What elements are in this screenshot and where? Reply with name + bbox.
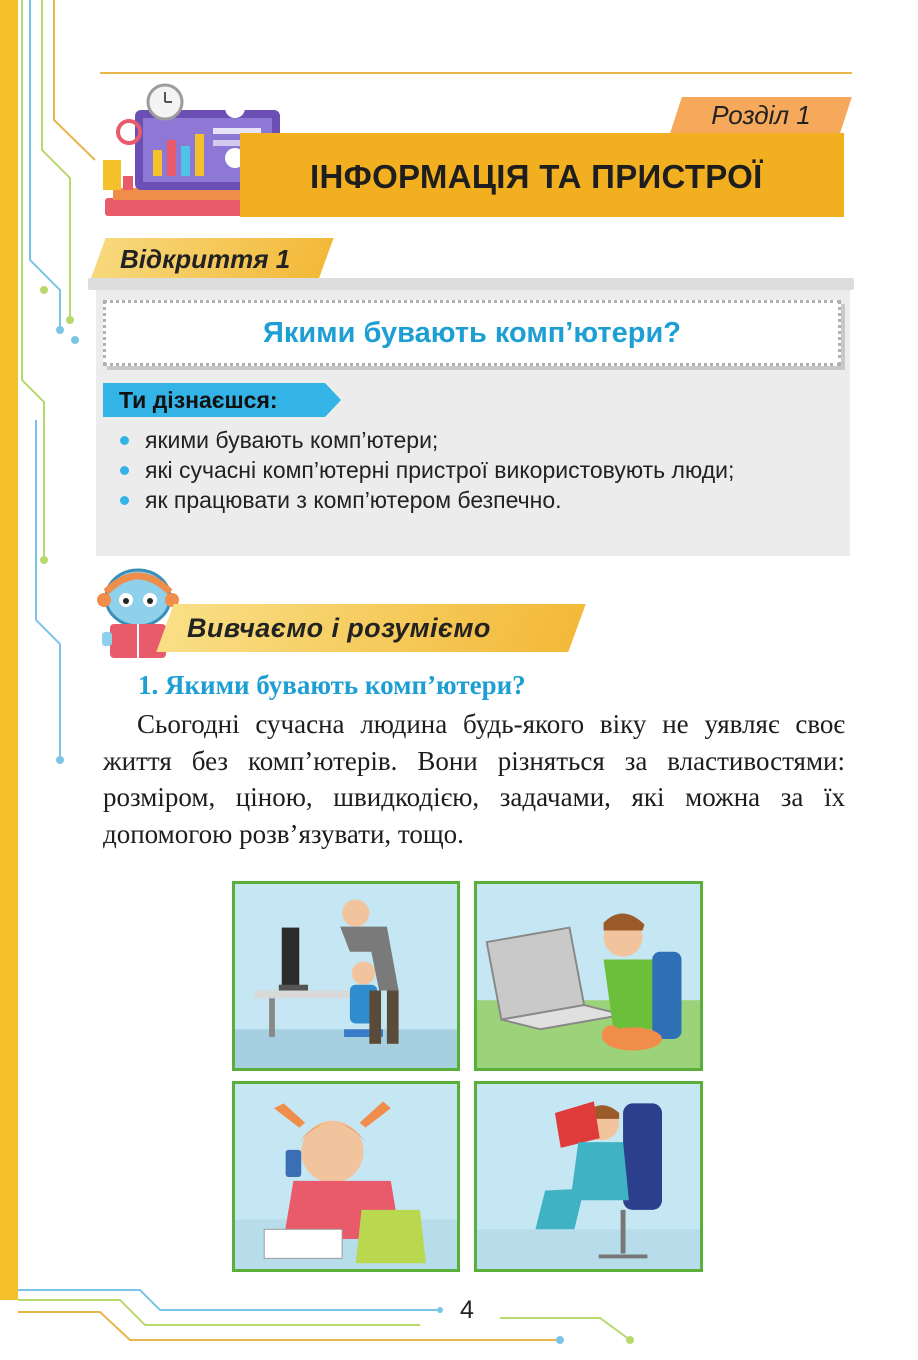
chapter-title: ІНФОРМАЦІЯ ТА ПРИСТРОЇ [310,158,763,195]
learn-tag [103,383,341,417]
list-item: якими бувають комп’ютери; [118,425,828,455]
discovery-label: Відкриття 1 [120,244,291,274]
chapter-tag [670,97,852,133]
list-item: як працювати з комп’ютером безпечно. [118,485,828,515]
learn-label: Ти дізнаєшся: [119,387,278,413]
photo-smartphone [232,1081,460,1272]
top-rule [100,72,852,74]
photo-tablet [474,1081,703,1272]
section-paragraph: Сьогодні сучасна людина будь-якого віку не уявляє своє життя без комп’ютерів. Вони різняться за властивостями: розміром, ціною, швидкодією, задачами, які можна за їх допомогою розв’язувати, тощо. [103,709,845,849]
discovery-tag [90,238,333,280]
lesson-panel-top-strip [88,278,854,290]
lesson-question: Якими бувають комп’ютери? [262,317,681,349]
lesson-question-box [103,300,841,366]
chapter-title-band [240,133,844,217]
study-band [156,604,585,652]
photo-desktop-computer [232,881,460,1071]
study-label: Вивчаємо і розуміємо [187,613,491,643]
photo-laptop [474,881,703,1071]
learn-bullet-list [118,425,828,515]
section-heading: 1. Якими бувають комп’ютери? [138,670,526,700]
page-number: 4 [460,1296,474,1324]
chapter-label: Розділ 1 [711,100,811,130]
list-item: які сучасні комп’ютерні пристрої використовують люди; [118,455,828,485]
